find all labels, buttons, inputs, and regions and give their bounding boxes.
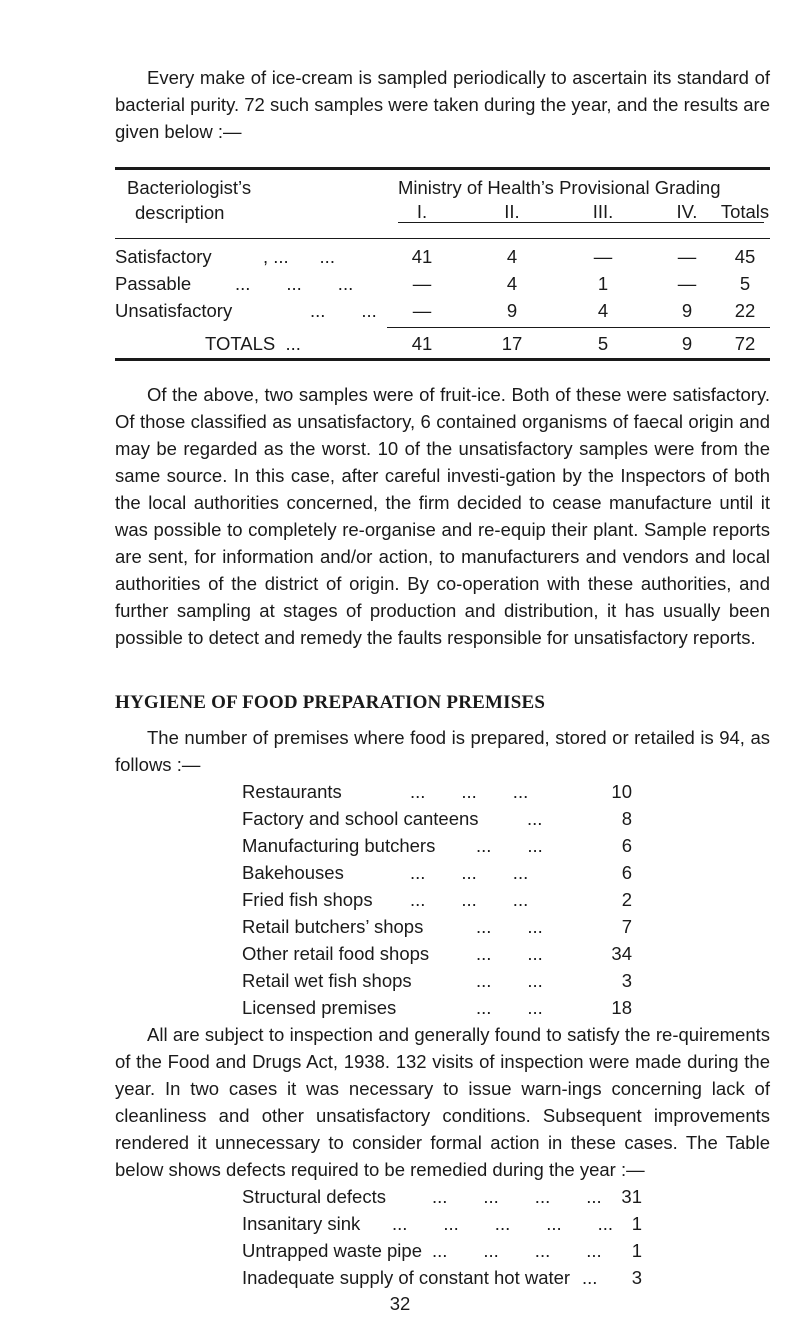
table-body (115, 239, 770, 327)
defects-list (242, 1183, 770, 1291)
description-header: Bacteriologist’s (127, 177, 252, 198)
item-leader: ... ... (476, 997, 543, 1018)
total-cell: 72 (734, 333, 756, 354)
description-header-line2: description (135, 202, 225, 223)
list-item (242, 805, 632, 832)
cell: 45 (734, 246, 756, 267)
section-heading: HYGIENE OF FOOD PREPARATION PREMISES (115, 692, 546, 713)
item-leader: ... ... ... (410, 862, 529, 883)
cell: 22 (734, 300, 756, 321)
item-leader: ... ... (476, 916, 543, 937)
column-header-iii: III. (592, 201, 614, 222)
cell: — (593, 246, 613, 267)
item-value: 3 (621, 970, 632, 991)
item-label: Inadequate supply of constant hot water (242, 1267, 571, 1288)
grading-table (115, 167, 770, 361)
table-row (115, 270, 770, 297)
item-value: 2 (621, 889, 632, 910)
cell: 4 (597, 300, 609, 321)
row-label: Unsatisfactory (115, 300, 233, 321)
item-value: 31 (621, 1186, 642, 1207)
table-bottom-rule (115, 358, 770, 361)
item-label: Restaurants (242, 781, 342, 802)
item-leader: ... ... (476, 835, 543, 856)
item-value: 6 (621, 862, 632, 883)
item-leader: ... ... (476, 943, 543, 964)
row-leader: ... ... ... (235, 273, 354, 294)
item-label: Other retail food shops (242, 943, 430, 964)
item-label: Bakehouses (242, 862, 344, 883)
column-header-totals: Totals (720, 201, 770, 222)
table-row (115, 243, 770, 270)
list-item (242, 967, 632, 994)
item-value: 1 (631, 1213, 642, 1234)
grading-group-header: Ministry of Health’s Provisional Grading (398, 177, 721, 198)
item-label: Retail wet fish shops (242, 970, 412, 991)
item-value: 18 (611, 997, 632, 1018)
row-leader: , ... ... (263, 246, 335, 267)
totals-label: TOTALS ... (205, 333, 301, 354)
item-value: 10 (611, 781, 632, 802)
column-header-iv: IV. (676, 201, 698, 222)
item-leader: ... (527, 808, 543, 829)
item-value: 1 (631, 1240, 642, 1261)
item-leader: ... ... ... (410, 889, 529, 910)
list-item (242, 1210, 642, 1237)
item-leader: ... ... ... (410, 781, 529, 802)
cell: — (412, 300, 432, 321)
item-leader: ... ... ... ... ... (392, 1213, 614, 1234)
table-header (115, 170, 770, 238)
item-leader: ... ... (476, 970, 543, 991)
list-item (242, 913, 632, 940)
total-cell: 5 (597, 333, 609, 354)
item-value: 3 (631, 1267, 642, 1288)
list-item (242, 886, 632, 913)
item-value: 6 (621, 835, 632, 856)
item-label: Structural defects (242, 1186, 386, 1207)
total-cell: 9 (681, 333, 693, 354)
cell: 9 (506, 300, 518, 321)
item-label: Fried fish shops (242, 889, 373, 910)
page-number: 32 (389, 1293, 411, 1314)
list-item (242, 1237, 642, 1264)
item-label: Manufacturing butchers (242, 835, 436, 856)
list-item (242, 778, 632, 805)
row-label: Passable (115, 273, 192, 294)
row-leader: ... ... (310, 300, 377, 321)
item-value: 34 (611, 943, 632, 964)
column-header-ii: II. (504, 201, 520, 222)
premises-paragraph: The number of premises where food is prepared, stored or retailed is 94, as follows :— (115, 727, 770, 775)
cell: 4 (506, 246, 518, 267)
intro-paragraph: Every make of ice-cream is sampled periodically to ascertain its standard of bacterial purity. 72 such samples were taken during the year, and the results are given below :— (115, 67, 770, 142)
item-label: Untrapped waste pipe (242, 1240, 422, 1261)
item-leader: ... ... ... ... (432, 1186, 602, 1207)
list-item (242, 859, 632, 886)
cell: 9 (681, 300, 693, 321)
list-item (242, 832, 632, 859)
item-value: 7 (621, 916, 632, 937)
premises-list (242, 778, 770, 1021)
header-subrule (398, 222, 764, 223)
column-header-i: I. (416, 201, 428, 222)
item-leader: ... (582, 1267, 598, 1288)
list-item (242, 994, 632, 1021)
totals-row (115, 328, 770, 358)
cell: — (412, 273, 432, 294)
list-item (242, 940, 632, 967)
cell: 1 (597, 273, 609, 294)
table-row (115, 297, 770, 324)
cell: 4 (506, 273, 518, 294)
sampling-paragraph: Of the above, two samples were of fruit-ice. Both of these were satisfactory. Of those classified as unsatisfactory, 6 contained organisms of faecal origin and may be regarded as the worst. 10 of the unsatisfactory samples were from the same source. In this case, after careful investi-gation by the Inspectors of both the local authorities concerned, the firm decided to cease manufacture until it was possible to completely re-organise and re-equip their plant. Sample reports are sent, for information and/or action, to manufacturers and vendors and local authorities of the district of origin. By co-operation with these authorities, and further sampling at stages of production and distribution, it has usually been possible to detect and remedy the faults responsible for unsatisfactory reports. (115, 384, 770, 648)
inspection-paragraph: All are subject to inspection and generally found to satisfy the re-quirements of the Food and Drugs Act, 1938. 132 visits of inspection were made during the year. In two cases it was necessary to issue warn-ings concerning lack of cleanliness and other unsatisfactory conditions. Subsequent improvements rendered it unnecessary to consider formal action in these cases. The Table below shows defects required to be remedied during the year :— (115, 1024, 770, 1180)
cell: 5 (739, 273, 751, 294)
item-leader: ... ... ... ... (432, 1240, 602, 1261)
item-value: 8 (621, 808, 632, 829)
document-page (115, 64, 770, 1291)
row-label: Satisfactory (115, 246, 212, 267)
total-cell: 41 (411, 333, 433, 354)
cell: 41 (411, 246, 433, 267)
cell: — (677, 246, 697, 267)
list-item (242, 1183, 642, 1210)
item-label: Factory and school canteens (242, 808, 479, 829)
item-label: Licensed premises (242, 997, 397, 1018)
item-label: Retail butchers’ shops (242, 916, 424, 937)
cell: — (677, 273, 697, 294)
list-item (242, 1264, 642, 1291)
item-label: Insanitary sink (242, 1213, 361, 1234)
total-cell: 17 (501, 333, 523, 354)
